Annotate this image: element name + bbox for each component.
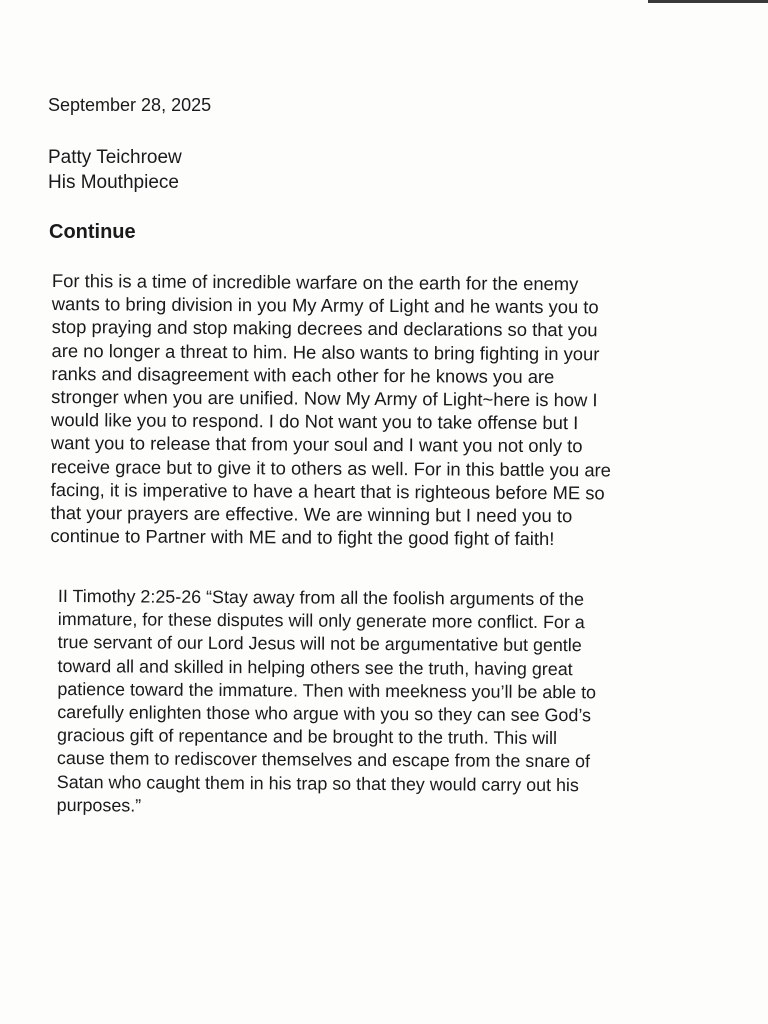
document-title: Continue xyxy=(49,221,136,243)
document-date: September 28, 2025 xyxy=(48,95,212,115)
paragraph-line: facing, it is imperative to have a heart that is righteous before ME so xyxy=(50,478,605,504)
scripture-line: toward all and skilled in helping others see the truth, having great xyxy=(57,655,573,679)
paragraph-line: would like you to respond. I do Not want you to take offense but I xyxy=(51,409,579,434)
scripture-line: purposes.” xyxy=(56,794,142,816)
paragraph-line: For this is a time of incredible warfare on the earth for the enemy xyxy=(51,269,579,295)
scripture-line: cause them to rediscover themselves and escape from the snare of xyxy=(56,748,591,772)
page-edge-shadow xyxy=(648,0,768,3)
paragraph-line: want you to release that from your soul and I want you not only to xyxy=(50,432,583,457)
scripture-line: true servant of our Lord Jesus will not be argumentative but gentle xyxy=(57,632,582,656)
paragraph-line: that your prayers are effective. We are winning but I need you to xyxy=(50,502,573,527)
scripture-line: patience toward the immature. Then with meekness you’ll be able to xyxy=(57,678,597,703)
author-block xyxy=(48,145,182,195)
paragraph-line: stop praying and stop making decrees and declarations so that you xyxy=(51,316,598,341)
paragraph-line: continue to Partner with ME and to fight the good fight of faith! xyxy=(50,525,555,550)
scripture-line: immature, for these disputes will only generate more conflict. For a xyxy=(57,609,585,633)
paragraph-line: stronger when you are unified. Now My Army of Light~here is how I xyxy=(51,386,598,411)
scripture-line: carefully enlighten those who argue with you so they can see God’s xyxy=(57,702,592,726)
author-role: His Mouthpiece xyxy=(48,172,179,193)
scripture-line: II Timothy 2:25-26 “Stay away from all the foolish arguments of the xyxy=(57,586,585,610)
scripture-paragraph xyxy=(57,585,708,821)
scripture-line: gracious gift of repentance and be brought to the truth. This will xyxy=(57,725,558,749)
message-paragraph xyxy=(50,269,702,551)
paragraph-line: ranks and disagreement with each other for he knows you are xyxy=(51,362,555,387)
paragraph-line: are no longer a threat to him. He also wants to bring fighting in your xyxy=(51,339,600,364)
author-name: Patty Teichroew xyxy=(48,147,182,168)
paragraph-line: wants to bring division in you My Army of Light and he wants you to xyxy=(51,293,599,318)
scripture-line: Satan who caught them in his trap so that they would carry out his xyxy=(56,771,579,795)
paragraph-line: receive grace but to give it to others as well. For in this battle you are xyxy=(50,455,612,481)
